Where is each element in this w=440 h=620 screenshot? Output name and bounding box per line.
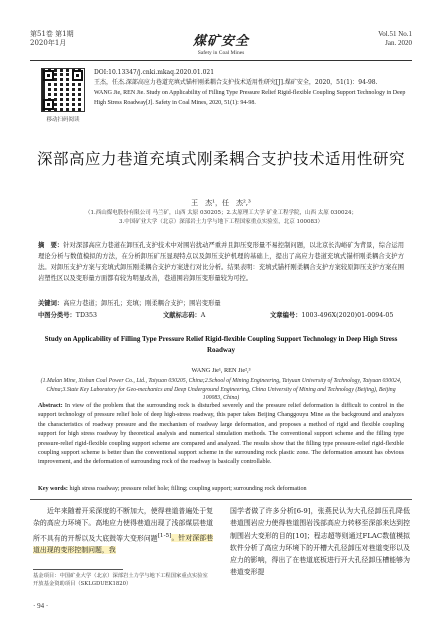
citation-block: [94, 68, 412, 108]
section-divider: [30, 499, 412, 500]
keywords-en: [38, 486, 404, 492]
article-label: 文章编号：: [270, 312, 302, 319]
affiliations-en: (1.Malan Mine, Xishan Coal Power Co., Ltd., Taiyuan 030205, China;2.School of Mining Engineering, Taiyuan University of Technology, Taiyuan 030024, China;3.State Key Laboratory for Geo-mechanics and Deep Underground Engineering, China University of Mining and Technology (Beijing), Beijing 100083, China): [40, 378, 402, 401]
citation-ref[interactable]: [1-5]: [157, 532, 172, 539]
highlighted-text: 。针对深部巷道出现的变形控制问题，我: [33, 533, 213, 555]
volume-cn: 第51卷 第1期: [30, 30, 74, 38]
footnote-divider: [33, 569, 123, 570]
header-divider: [30, 60, 412, 61]
volume-en: Vol.51 No.1: [378, 30, 412, 38]
header-volume-en: [378, 30, 412, 48]
doc-value: A: [200, 312, 206, 319]
abstract-en-text: In view of the problem that the surrounding rock is disturbed severely and the pressure relief deformation is difficult to control in the support technology of pressure relief hole of deep high-stress roadway, this paper takes Beijing Changgouyu Mine as the background and analyzes the characteristics of roadway pressure and the mechanism of roadway large deformation, and proposes a method of rigid and flexible coupling support for high stress roadway by theoretical analysis and numerical simulation methods. The conventional support scheme and the filling type pressure-relief rigid-flexible coupling support scheme are compared and analyzed. The results show that the filling type pressure-relief rigid-flexible coupling support scheme is better than the conventional support scheme in the surrounding rock plastic zone. The deformation amount has obvious improvement, and the deformation of surrounding rock of the roadway is basically controllable.: [38, 403, 404, 466]
affiliation-line: （1.西山煤电股份有限公司 马兰矿，山西 太原 030205；2.太原理工大学 矿业工程学院，山西 太原 030024；: [85, 210, 357, 216]
page-number: · 94 ·: [33, 602, 49, 610]
journal-header: [30, 30, 412, 60]
citation-cn: 王杰，任杰.深部高应力巷道充填式锚杆刚柔耦合支护技术适用性研究[J].煤矿安全，2020，51(1)：94-98.: [94, 79, 378, 86]
doc-label: 文献标志码：: [163, 312, 201, 319]
qr-label: 移动扫码阅读: [46, 117, 80, 123]
keywords-cn-text: 高应力巷道；卸压孔；充填；刚柔耦合支护；围岩变形量: [63, 300, 221, 307]
keywords-en-label: Key words:: [38, 486, 68, 492]
affiliations-cn: [30, 209, 412, 226]
abstract-cn: [38, 240, 404, 284]
body-column-right: [230, 505, 410, 579]
keywords-cn: [38, 298, 404, 307]
date-en: Jan. 2020: [385, 39, 412, 47]
clc-number: [38, 310, 97, 319]
article-number: [270, 310, 393, 319]
paper-title-en: Study on Applicability of Filling Type Pressure Relief Rigid-flexible Coupling Support Technology in Deep High Stress Roadway: [44, 335, 398, 354]
qr-code-icon[interactable]: [41, 68, 85, 112]
clc-value: TD353: [75, 312, 98, 319]
funding-footnote: 基金项目：中国矿业大学（北京）深部岩土力学与地下工程国家重点实验室开放基金资助项目（SKLGDUEK1820）: [33, 573, 208, 587]
doi: DOI:10.13347/j.cnki.mkaq.2020.01.021: [94, 69, 215, 76]
affiliation-line: 3.中国矿业大学（北京）深部岩土力学与地下工程国家重点实验室，北京 100083）: [119, 218, 323, 225]
body-column-left: [33, 505, 213, 556]
header-volume-cn: [30, 30, 74, 48]
keywords-en-text: high stress roadway; pressure relief hole; filling; coupling support; surrounding rock deformation: [69, 486, 307, 492]
qr-block: [38, 68, 88, 123]
paper-title-cn: 深部高应力巷道充填式刚柔耦合支护技术适用性研究: [36, 150, 405, 168]
abstract-en-label: Abstract:: [38, 403, 63, 409]
doc-code: [163, 310, 205, 319]
journal-logo: [130, 30, 312, 56]
article-value: 1003-496X(2020)01-0094-05: [301, 312, 394, 319]
journal-name-en: Safety in Coal Mines: [197, 50, 245, 56]
abstract-cn-text: 针对深部高应力巷道在卸压孔支护技术中对围岩扰动严重并且卸压变形量不易控制问题，以北京长沟峪矿为背景，综合运用理论分析与数值模拟的方法，在分析卸压矿压显现特点以及卸压支护机理的基础上，提出了高应力巷道充填式锚杆刚柔耦合支护方法。对卸压支护方案与充填式卸压刚柔耦合支护方案进行对比分析。结果表明：充填式锚杆刚柔耦合支护方案较原卸压支护方案在围岩塑性区以及变形量方面都有较为明显改善，巷道围岩卸压变形量较为可控。: [38, 242, 405, 282]
journal-name-cn: 煤矿安全: [192, 34, 249, 49]
authors-en: WANG Jie¹, REN Jie²,³: [191, 367, 251, 374]
body-paragraph: 国学者做了许多分析[6-9]，张燕民认为大孔径卸压孔降低巷道围岩应力使得巷道围岩浅部高应力转移至深部来达到控制围岩大变形的目的[10]；程志超等则通过FLAC数值模拟软件分析了高应力环境下的开槽大孔径卸压对巷道变形以及应力的影响，得出了在巷道底板进行开大孔径卸压槽能够为巷道变形提: [230, 507, 410, 577]
citation-en: WANG Jie, REN Jie. Study on Applicability of Filling Type Pressure Relief Rigid-flexible Coupling Support Technology in Deep High Stress Roadway[J]. Safety in Coal Mines, 2020, 51(1): 94-98.: [94, 90, 406, 106]
body-paragraph: [33, 505, 213, 556]
abstract-cn-label: 摘 要：: [38, 242, 64, 249]
authors-cn: 王 杰¹，任 杰²,³: [191, 199, 251, 207]
keywords-cn-label: 关键词：: [38, 300, 64, 307]
abstract-en: [38, 402, 404, 468]
date-cn: 2020年1月: [30, 39, 67, 47]
clc-label: 中图分类号：: [38, 312, 76, 319]
body-text: 近年来随着开采深度的不断加大，使得巷道普遍处于复杂的高应力环境下。高地应力使得巷道出现了浅部煤层巷道所不具有的开帮以及大底鼓等大变形问题: [33, 507, 213, 542]
